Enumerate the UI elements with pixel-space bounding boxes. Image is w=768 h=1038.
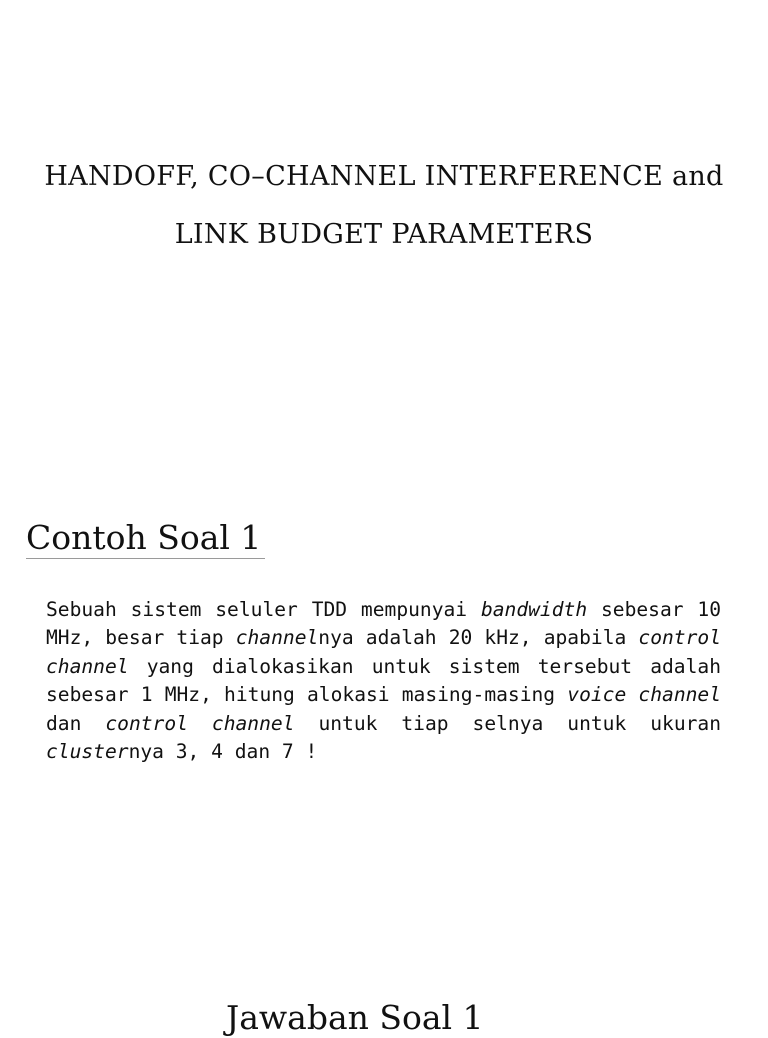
problem-text-part: Sebuah sistem seluler TDD mempunyai xyxy=(46,598,481,621)
answer-heading: Jawaban Soal 1 xyxy=(226,998,484,1037)
problem-term-control-channel: control channel xyxy=(105,711,295,735)
example-heading: Contoh Soal 1 xyxy=(26,518,265,559)
problem-text-part: untuk tiap selnya untuk ukuran xyxy=(294,711,721,735)
problem-term-cluster: cluster xyxy=(46,740,129,764)
problem-text-part: nya 3, 4 dan 7 ! xyxy=(128,740,318,764)
title-line-2: LINK BUDGET PARAMETERS xyxy=(174,219,594,250)
problem-term-control-channel: control channel xyxy=(46,626,721,678)
problem-text-part: dan xyxy=(46,711,106,735)
problem-text-part: yang dialokasikan untuk sistem tersebut adalah sebesar 1 MHz, hitung alokasi masing-masing xyxy=(46,654,721,707)
title-line-1: HANDOFF, CO–CHANNEL INTERFERENCE and xyxy=(44,161,724,192)
document-title xyxy=(0,148,768,264)
problem-statement xyxy=(46,596,721,766)
problem-term-channel: channel xyxy=(235,626,319,650)
problem-term-voice-channel: voice channel xyxy=(567,683,722,707)
problem-text-part: sebesar 10 MHz, besar tiap xyxy=(46,598,721,650)
problem-term-bandwidth: bandwidth xyxy=(480,598,588,621)
problem-text-part: nya adalah 20 kHz, apabila xyxy=(318,626,639,650)
